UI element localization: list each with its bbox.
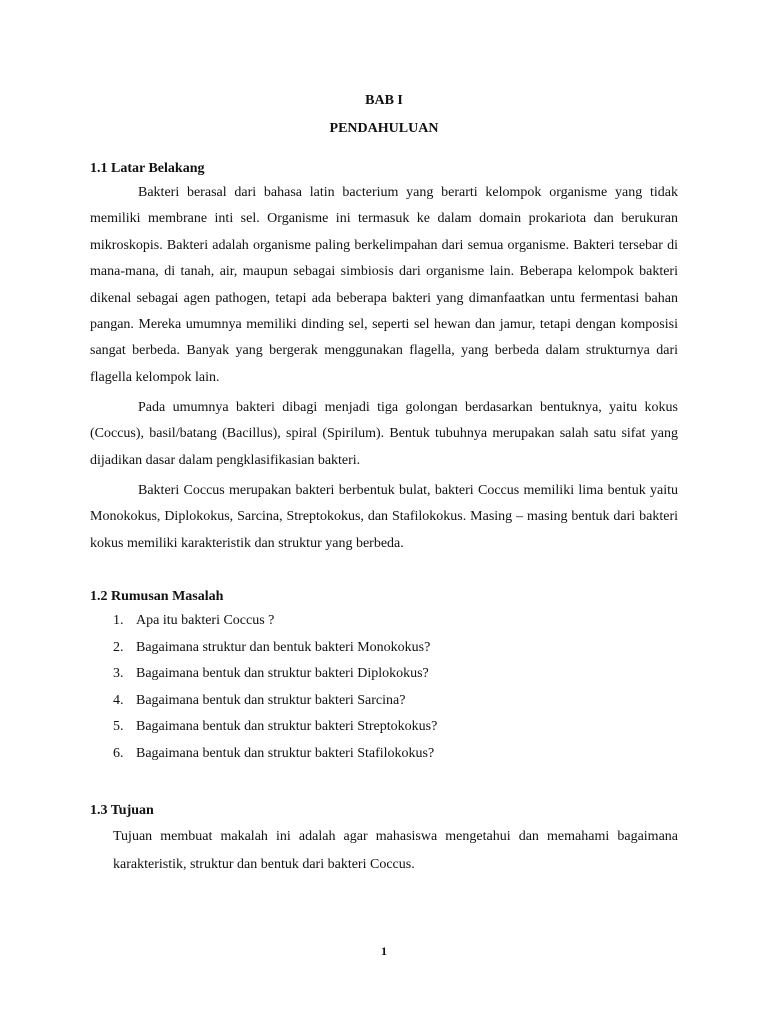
page-number: 1 xyxy=(381,944,387,958)
paragraph-3: Bakteri Coccus merupakan bakteri berbentuk bulat, bakteri Coccus memiliki lima bentuk yaitu Monokokus, Diplokokus, Sarcina, Streptokokus, dan Stafilokokus. Masing – masing bentuk dari bakteri kokus memiliki karakteristik dan struktur yang berbeda. xyxy=(90,483,678,551)
paragraph-2: Pada umumnya bakteri dibagi menjadi tiga golongan berdasarkan bentuknya, yaitu kokus (Coccus), basil/batang (Bacillus), spiral (Spirilum). Bentuk tubuhnya merupakan salah satu sifat yang dijadikan dasar dalam pengklasifikasian bakteri. xyxy=(90,400,678,468)
section-heading-tujuan: 1.3 Tujuan xyxy=(90,803,154,818)
list-item: 1. Apa itu bakteri Coccus ? xyxy=(113,613,275,628)
tujuan-paragraph: Tujuan membuat makalah ini adalah agar mahasiswa mengetahui dan memahami bagaimana karakteristik, struktur dan bentuk dari bakteri Coccus. xyxy=(113,829,678,872)
paragraph-1: Bakteri berasal dari bahasa latin bacterium yang berarti kelompok organisme yang tidak memiliki membrane inti sel. Organisme ini termasuk ke dalam domain prokariota dan berukuran mikroskopis. Bakteri adalah organisme paling berkelimpahan dari semua organisme. Bakteri tersebar di mana-mana, di tanah, air, maupun sebagai simbiosis dari organisme lain. Beberapa kelompok bakteri dikenal sebagai agen pathogen, tetapi ada beberapa bakteri yang dimanfaatkan untu fermentasi bahan pangan. Mereka umumnya memiliki dinding sel, seperti sel hewan dan jamur, tetapi dengan komposisi sangat berbeda. Banyak yang bergerak menggunakan flagella, yang berbeda dalam strukturnya dari flagella kelompok lain. xyxy=(90,185,678,385)
section-heading-rumusan-masalah: 1.2 Rumusan Masalah xyxy=(90,589,224,604)
problem-list xyxy=(113,608,437,767)
section-heading-latar-belakang: 1.1 Latar Belakang xyxy=(90,161,205,176)
list-item: 4. Bagaimana bentuk dan struktur bakteri Sarcina? xyxy=(113,692,406,708)
chapter-title: PENDAHULUAN xyxy=(329,121,439,136)
list-item: 2. Bagaimana struktur dan bentuk bakteri Monokokus? xyxy=(113,639,431,655)
list-item: 5. Bagaimana bentuk dan struktur bakteri Streptokokus? xyxy=(113,719,438,734)
list-item: 3. Bagaimana bentuk dan struktur bakteri Diplokokus? xyxy=(113,666,429,681)
list-item: 6. Bagaimana bentuk dan struktur bakteri Stafilokokus? xyxy=(113,745,435,761)
chapter-number: BAB I xyxy=(365,93,403,108)
